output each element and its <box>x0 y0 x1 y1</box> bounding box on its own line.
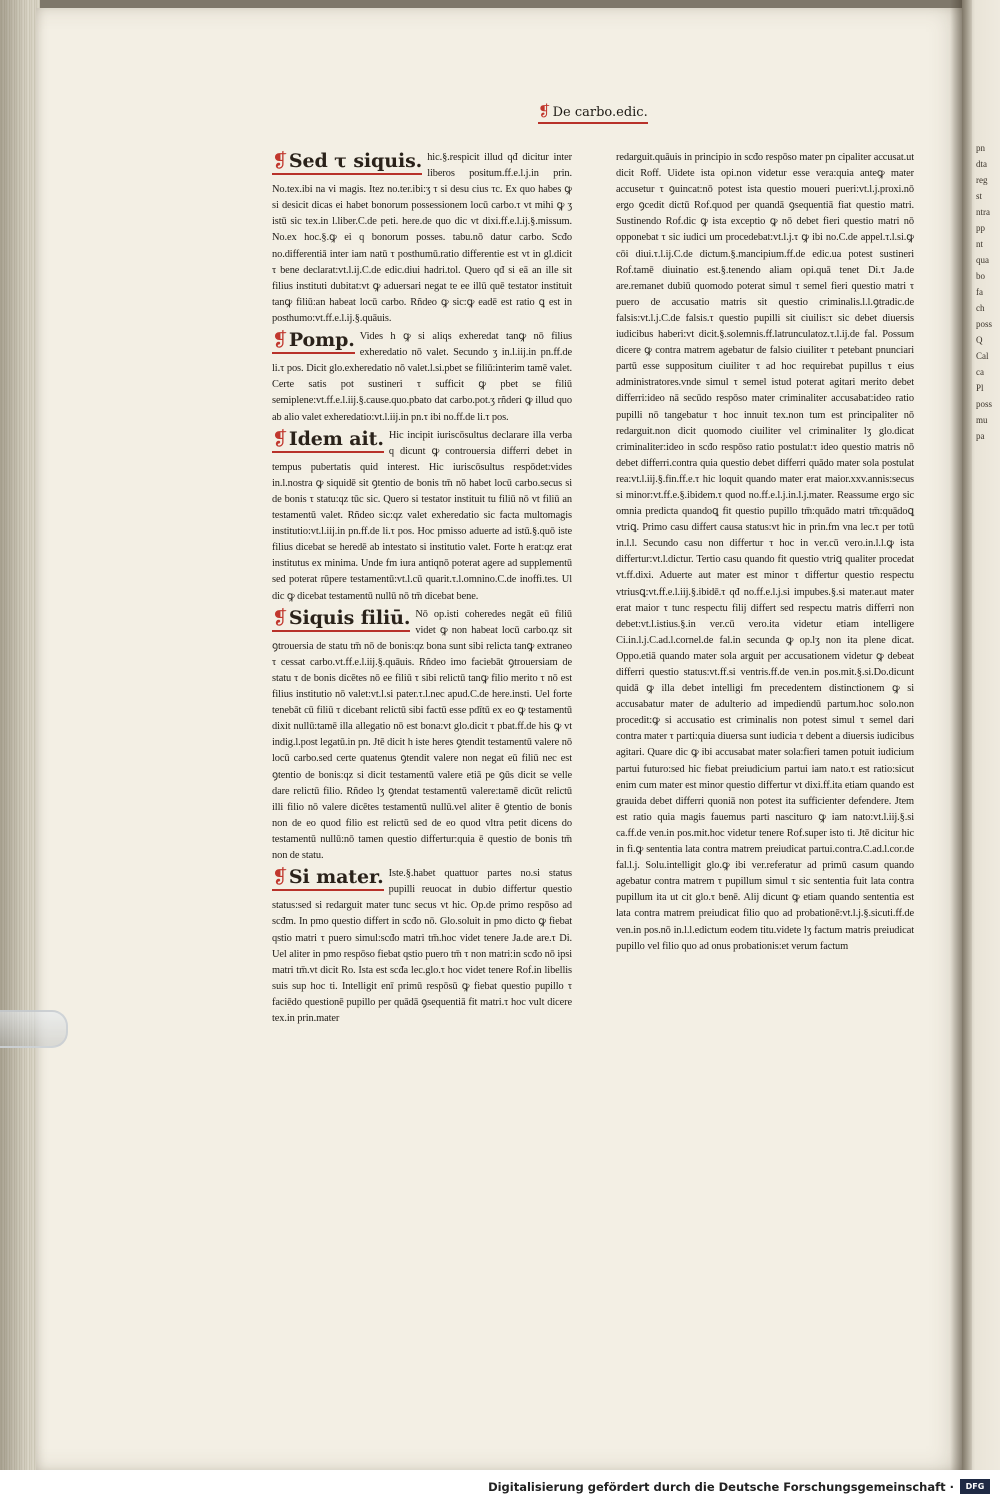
paragraph-mark-icon: ❡ <box>272 606 288 629</box>
lemma-text: Sed τ siquis. <box>288 150 423 172</box>
lemma-heading <box>272 866 384 891</box>
paragraph-text: Hic incipit iuriscōsultus declarare illa verba q dicunt ꝙ controuersia differri debet in tempus pubertatis quid interest. Hic iuriscōsultus respōdet:vides in.l.nostra ꝙ siquidē sit ꝯtentio de bonis tm̄ nō habet locū carbo.secus si de bonis τ statu:qz tūc sic. Quero si testator instituit tu filiū nō vt filiū an testamentū valet. Rñdeo sic:qz valet exheredatio sic facta multomagis institutio:vt.l.iij.in pn.ff.de li.τ pos. Hoc pmisso aduerte ad istū.§.quō iste filius dicebat se heredē ab intestato si institutio valet. Forte h erat:qz erat institutus ex minima. Unde fm iura antiqnō poterat agere ad supplementū sed poterat rūpere testamentū:vt.l.cū quarit.τ.l.omnino.C.de inoffi.tes. Ul dic ꝙ dicebat testamentū nullū nō tm̄ dicebat bene. <box>272 429 572 602</box>
commentary-paragraph <box>272 150 572 327</box>
running-head <box>538 102 648 124</box>
commentary-column-right <box>616 150 914 955</box>
fragment-line: dta <box>976 159 987 169</box>
lemma-heading <box>272 607 410 632</box>
commentary-paragraph <box>272 866 572 1027</box>
lemma-text: Pomp. <box>288 329 355 352</box>
fragment-line: poss <box>976 319 993 329</box>
paragraph-text: Vides h ꝙ si aliqs exheredat tanꝙ nō filius exheredatio nō valet. Secundo ʒ in.l.iij.in pn.ff.de li.τ pos. Dicit glo.exheredatio nō valet.l.si.pbet se filiū:interim tamē valet. Certe satis pot sustineri τ sufficit ꝙ pbet se filiū semiplene:vt.ff.e.l.iij.§.cause.quo.pbato dat carbo.pot.ʒ rñderi ꝙ illud quo ab alio valet exheredatio:vt.l.iij.in pn.τ ibi no.ff.de li.τ pos. <box>272 331 572 423</box>
fragment-line: st <box>976 191 983 201</box>
lemma-heading <box>272 150 422 175</box>
lemma-text: Si mater. <box>288 866 384 889</box>
book-top-edge <box>36 0 966 8</box>
commentary-column-left <box>272 150 572 1029</box>
column-text: redarguit.quāuis in principio in scđo respōso mater pn cipaliter accusat.ut dicit Roff. Uidete ista opi.non videtur esse vera:quia anteꝙ mater accusetur τ ꝯuincat:nō potest ista questio moueri pueri:vt.l.j.proxi.nō ergo ꝯcedit dictū Rof.quod per quandā ꝯsequentiā fiat questio matri. Sustinendo Rof.dic ꝙ ista exceptio ꝙ nō debet fieri questio matri nō opponebat τ sic iudici um procedebat:vt.l.j.τ ꝙ ibi no.C.de appel.τ.l.si.ꝙ cōi diui.τ.l.ij.C.de dictum.§.mancipium.ff.de edic.ua potest sustineri Rof.tamē diuinatio est.§.tenendo aliam opi.quā tenet Di.τ Ja.de are.remanet dubiū quomodo poterat simul τ semel fieri questio matri τ puero de accusatio matris sit questio criminalis.l.l.ꝯtradic.de falsis:vt.l.j.C.de falsis.τ questio pupilli sit ciuilis:τ sic debet diuersis iudicibus haberi:vt dicit.§.solemnis.ff.latrunculatoz.τ.l.ij.de fal. Possum dicere ꝙ contra matrem agebatur de falsio ciuiliter τ petebant pnunciari partū esse suppositum ciuiliter τ ad hoc requirebat pupillus τ eius administratores.vnde simul τ semel istud poterat agitari merito debet differri:ideo nā secūdo respōso mater criminaliter accusabat:ideo ratio pupilli nō tangebatur τ hoc innuit tex.non tum est principaliter nō redarguit.non dicit quomodo ciuiliter vel criminaliter lʒ glo.dicat criminaliter:ideo in scđo respōso ratio postulat:τ ideo questio matris nō debet differri.contra quia questio debet differri quādo mater sola postulat rea:vt.l.iij.§.fin.ff.e.τ hic loquit quando mater erat maior.xxv.annis:secus si minor:vt.ff.e.§.ibidem.τ quod no.ff.e.l.j.in.l.j.mater. Reassume ergo sic omnia predicta quandoꝗ fit questio pupillo tm̄:quādo matri tm̄:quādoꝗ vtriꝗ. Primo casu differt causa status:vt hic in prin.fm vna lec.τ per totū in.l.l. Secundo casu non differtur τ hoc in ver.cū vero.in.l.l.ꝙ ista differtur:vt.l.dictur. Tertio casu quando fit questio vtriꝗ qualiter procedat vt.ff.dixi. Aduerte aut mater est minor τ differtur questio respectu vtriusꝗ:vt.ff.e.l.iij.§.ibidē.τ qđ no.ff.e.l.j.si impubes.§.si mater.aut mater erat maior τ tunc respectu filij differt sed respectu matris differri non debet:vt.l.istius.§.in ver.cū vero.ita videtur etiam intelligere Ci.in.l.j.C.ad.l.cornel.de fal.in secunda ꝙ op.lʒ non ita plene dicat. Oppo.etiā quando mater sola arguit per accusationem videtur ꝙ debeat differri questio status:vt.ff.si ventris.ff.de ven.in pos.mit.§.si.Do.dicunt quidā ꝙ illa debet intelligi fm precedentem distinctionem ꝙ si accusabatur mater de adulterio ad impediendū partum.hoc solo.non procedit:ꝙ si accusatio est criminalis non potest simul τ semel dari contra mater τ parti:quia diuersa sunt iudicia τ debent a diuersis iudicibus agitari. Quare dic ꝙ ibi accusabat mater sola:fieri tamen potuit iudicium partui futuro:sed hic fiebat preiudicium partui iam nato.τ est ratio:sicut enim cum mater est minor questio differtur vt dixi.ff.ita etiam quando est grauida debet differri quoniā non potest ita sufficienter defendere. Jtem est ratio quia magis fauemus parti nascituro ꝙ iam nato:vt.l.iij.§.si ca.ff.de ven.in pos.mit.hoc videtur tenere Rof.super isto ti. Jtē dicitur hic in fi.ꝙ sententia lata contra matrem preiudicat partui.contra.C.ad.l.cor.de fal.l.j. Solu.intelligit glo.ꝙ ibi ver.referatur ad primū casum quando agebatur contra matrem τ pupillum simul τ sic sententia fuit lata contra pupillum ita ut cit glo.τ benē. Alij dicunt ꝙ etiam quando sententia est lata contra matrem preiudicat filio quo ad probationē:vt.l.j.§.sicuti.ff.de ven.in pos.nō in.l.l.edictum eodem titu.videte lʒ factum matris preiudicat pupillo vel filio quo ad onus probationis:et verum factum <box>616 152 914 952</box>
lemma-text: Idem ait. <box>288 427 384 450</box>
fragment-line: reg <box>976 175 988 185</box>
fragment-line: Q <box>976 335 983 345</box>
fragment-line: nt <box>976 239 984 249</box>
fragment-line: pa <box>976 431 985 441</box>
commentary-paragraph <box>272 329 572 426</box>
paragraph-mark-icon: ❡ <box>538 102 551 120</box>
fragment-line: ca <box>976 367 984 377</box>
lemma-heading <box>272 329 355 354</box>
fragment-line: pp <box>976 223 985 233</box>
commentary-paragraph <box>272 607 572 865</box>
book-gutter <box>950 0 972 1470</box>
paragraph-text: Nō op.isti coheredes negāt eū filiū videt ꝙ non habeat locū carbo.qz sit ꝯtrouersia de statu tm̄ nō de bonis:qz bona sunt sibi relicta tanꝙ extraneo τ cessat carbo.vt.ff.e.l.iij.§.quāuis. Rñdeo imo faciebāt ꝯtrouersiam de statu τ de bonis dicētes nō ee filiū τ sibi relictū tanꝙ filio merito τ nō est filius institutio nō valet:vt.l.si pater.τ.l.nec apud.C.de here.insti. Uel forte tenebāt cū filiū τ dicebant relictū sibi factū esse pdītū ex eo ꝙ testamentū dixit nullū:tamē illa allegatio nō est bona:vt glo.dicit τ pbat.ff.de his ꝙ vt indig.l.post legatū.in pn. Jtē dicit h iste heres ꝯtendit testamentū valere nō locū carbo.sed certe quatenus ꝯtendit valere non negat eū filiū nec est ꝯtentio de bonis:qz si dicit testamentū valere etiā pe ꝯūs dicit se velle dare relictū filio. Rñdeo lʒ ꝯtendat testamentū valere:tamē dicūt relictū illi filio nō valere dicētes testamentū nullū.vel aliter ē ꝯtentio de bonis non de eo quod filio est relictū sed de eo quod vltra petit dicens do testamentū nullū:nō tamen questio differtur:quia ē questio de bonis tm̄ non de statu. <box>272 608 572 862</box>
lemma-text: Siquis filiū. <box>288 606 411 629</box>
paragraph-mark-icon: ❡ <box>272 329 288 352</box>
book-fore-edge <box>0 0 40 1470</box>
commentary-paragraph <box>272 428 572 605</box>
fragment-line: ntra <box>976 207 990 217</box>
paragraph-mark-icon: ❡ <box>272 866 288 889</box>
paragraph-mark-icon: ❡ <box>272 150 288 172</box>
paragraph-mark-icon: ❡ <box>272 427 288 450</box>
fragment-line: Cal <box>976 351 989 361</box>
page-clip <box>0 1010 68 1048</box>
paragraph-text: hic.§.respicit illud qđ dicitur inter liberos positum.ff.e.l.j.in prin. No.tex.ibi na vi magis. Itez no.ter.ibi:ʒ τ si desu cius τc. Ex quo habes ꝙ si desicit dicas ei habet bonorum possessionem locū carbo.τ vt mihi ꝙ ʒ istū sic tex.in l.liber.C.de peti. here.de quo dic vt dixi.ff.e.l.ij.§.missum. No.ex hoc.§.ꝙ ei q bonorum posses. tabu.nō datur carbo. Scđo no.differentiā inter iam natū τ posthumū.ratio differentie est vt in gl.dicit τ bene declarat:vt.l.ij.C.de edic.diui hadri.tol. Quero qđ si eā an ille sit filius instituti dubitat:vt ꝙ aduersari negat te ee illū quē testator instituit tanꝙ filiū:an habeat locū carbo. Rñdeo ꝙ sic:ꝙ eadē est ratio ꝗ est in posthumo:vt.ff.e.l.ij.§.quāuis. <box>272 152 572 324</box>
running-head-text: De carbo.edic. <box>552 105 648 120</box>
fragment-line: bo <box>976 271 985 281</box>
fragment-line: fa <box>976 287 983 297</box>
fragment-line: poss <box>976 399 993 409</box>
paragraph-text: Iste.§.habet quattuor partes no.si status pupilli reuocat in dubio differtur questio status:sed si redarguit mater tunc secus vt hic. Op.de primo respōso ad scđm. In pmo questio differt in scđo nō. Glo.soluit in pmo dicto ꝙ fiebat qstio matri τ puero simul:scđo matri tm̄.hoc videt tenere Ja.de are.τ Di. Uel aliter in pmo respōso fiebat qstio puero tm̄ τ non matri:in scđo nō ipsi matri tm̄.vt dicit Ro. Ista est scđa lec.glo.τ hoc videt tenere Rof.in libellis suis sup hoc ti. Intelligit enī primū respōsū ꝙ fiebat questio pupillo τ faciēdo questionē pupillo per quādā ꝯsequentiā fit matri.τ hoc vult dicere tex.in prin.mater <box>272 868 572 1024</box>
fragment-line: ch <box>976 303 985 313</box>
fragment-line: pn <box>976 143 985 153</box>
funding-credit: Digitalisierung gefördert durch die Deutsche Forschungsgemeinschaft · <box>488 1480 954 1494</box>
fragment-line: qua <box>976 255 989 265</box>
fragment-line: mu <box>976 415 988 425</box>
facing-page-fragments <box>976 140 1000 444</box>
dfg-logo: DFG <box>960 1479 990 1494</box>
fragment-line: Pl <box>976 383 984 393</box>
footer-bar <box>0 1470 1000 1503</box>
lemma-heading <box>272 428 384 453</box>
